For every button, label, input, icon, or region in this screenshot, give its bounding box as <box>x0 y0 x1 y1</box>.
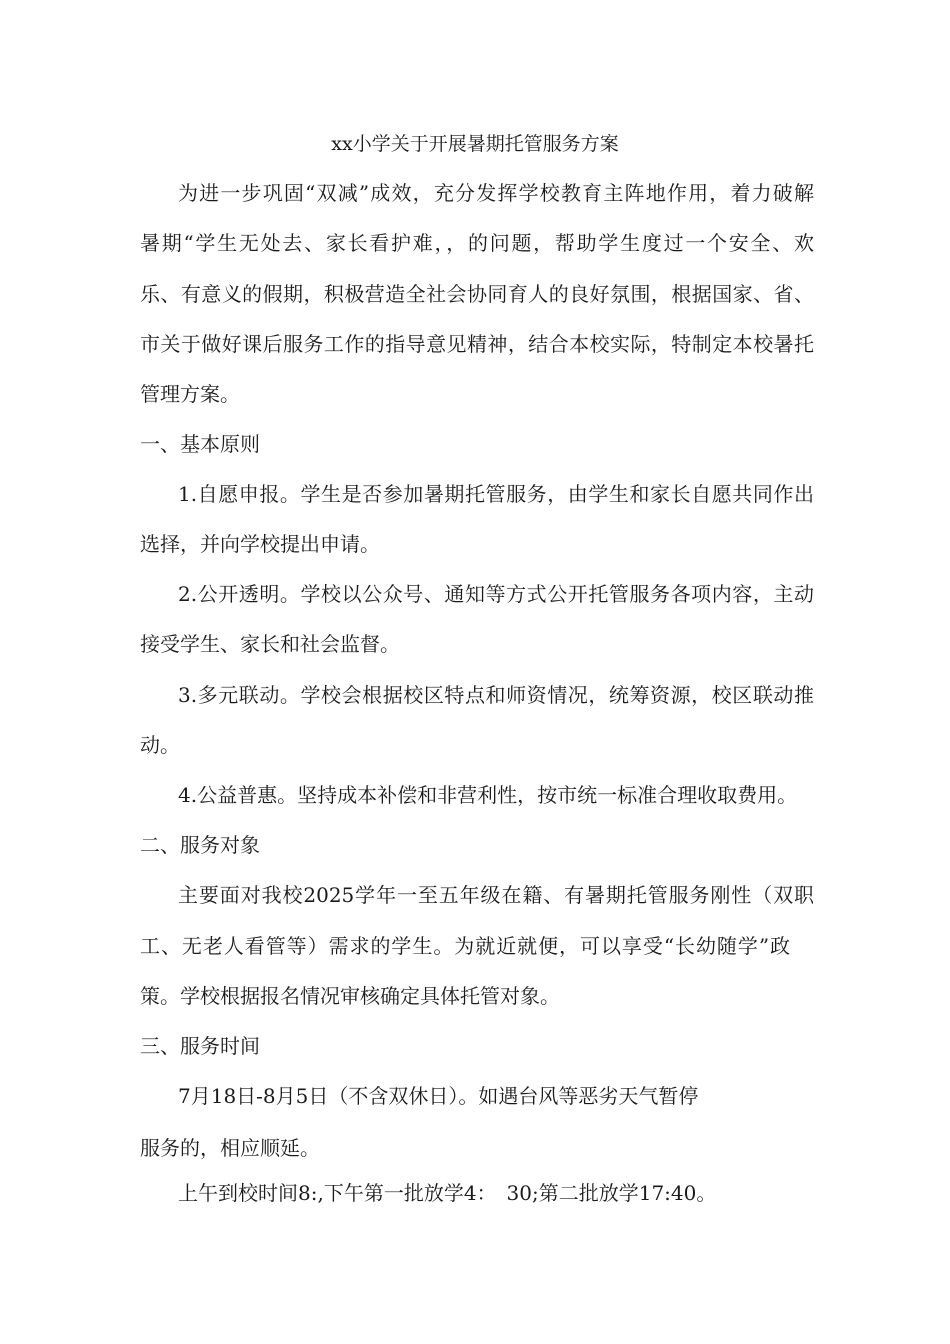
service-target-line-2: 工、无老人看管等）需求的学生。为就近就便，可以享受“长幼随学”政 <box>140 934 790 958</box>
principle-4-line-1: 4.公益普惠。坚持成本补偿和非营利性，按市统一标准合理收取费用。 <box>178 783 798 807</box>
principle-2-line-1: 2.公开透明。学校以公众号、通知等方式公开托管服务各项内容，主动 <box>178 582 814 606</box>
principle-3-line-2: 动。 <box>140 733 180 757</box>
service-time-line-2: 服务的，相应顺延。 <box>140 1136 320 1160</box>
intro-line-2: 暑期“学生无处去、家长看护难，，的问题，帮助学生度过一个安全、欢 <box>140 231 814 255</box>
service-time-line-1: 7月18日-8月5日（不含双休日）。如遇台风等恶劣天气暂停 <box>178 1084 699 1108</box>
principle-3-line-1: 3.多元联动。学校会根据校区特点和师资情况，统筹资源，校区联动推 <box>178 683 814 707</box>
principle-1-line-1: 1.自愿申报。学生是否参加暑期托管服务，由学生和家长自愿共同作出 <box>178 482 814 506</box>
section1-heading: 一、基本原则 <box>140 432 260 456</box>
document-title: xx小学关于开展暑期托管服务方案 <box>331 133 619 155</box>
principle-1-line-2: 选择，并向学校提出申请。 <box>140 532 380 556</box>
service-target-line-1: 主要面对我校2025学年一至五年级在籍、有暑期托管服务刚性（双职 <box>178 883 814 907</box>
intro-line-5: 管理方案。 <box>140 382 240 406</box>
intro-line-3: 乐、有意义的假期，积极营造全社会协同育人的良好氛围，根据国家、省、 <box>140 282 814 306</box>
intro-line-1: 为进一步巩固“双减”成效，充分发挥学校教育主阵地作用，着力破解 <box>178 181 814 205</box>
intro-line-4: 市关于做好课后服务工作的指导意见精神，结合本校实际，特制定本校暑托 <box>140 332 814 356</box>
principle-2-line-2: 接受学生、家长和社会监督。 <box>140 632 400 656</box>
service-target-line-3: 策。学校根据报名情况审核确定具体托管对象。 <box>140 984 560 1008</box>
section2-heading: 二、服务对象 <box>140 833 260 857</box>
service-time-line-3: 上午到校时间8:,下午第一批放学4： 30;第二批放学17:40。 <box>178 1181 717 1205</box>
section3-heading: 三、服务时间 <box>140 1034 260 1058</box>
